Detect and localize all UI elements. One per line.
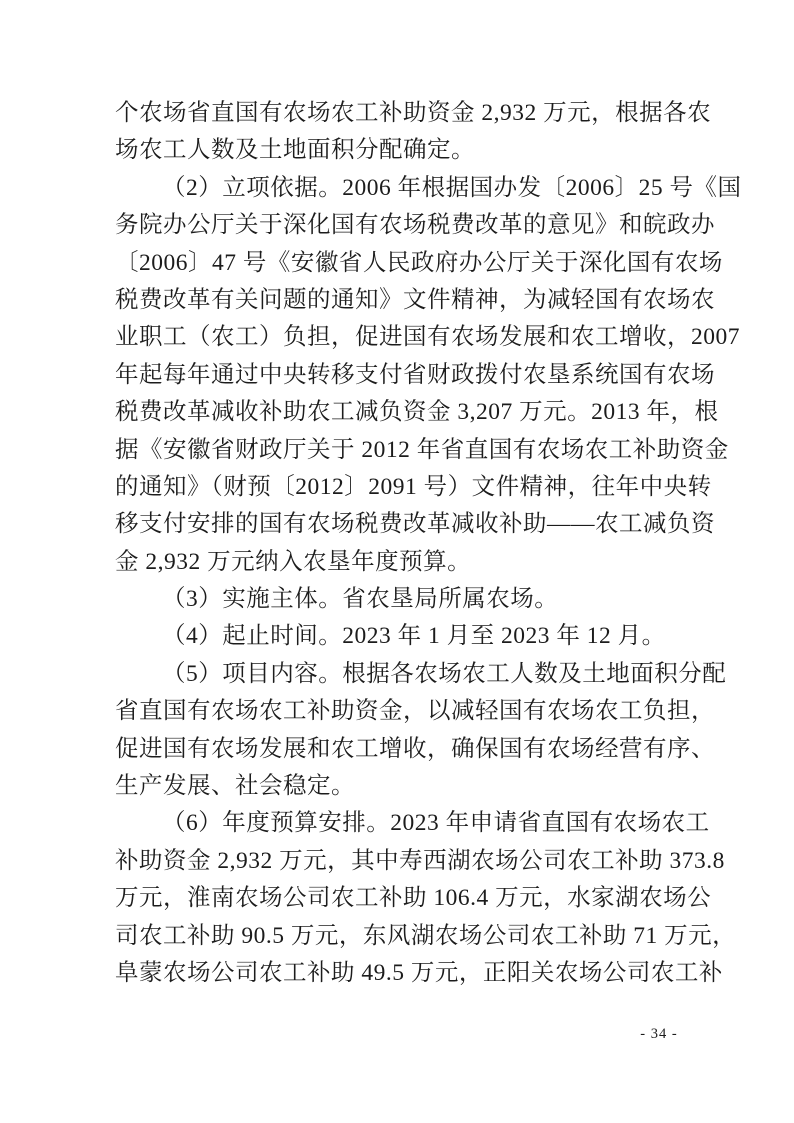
text-line: （4）起止时间。2023 年 1 月至 2023 年 12 月。 [162, 623, 666, 650]
text-line: 金 2,932 万元纳入农垦年度预算。 [115, 548, 472, 575]
text-line: （6）年度预算安排。2023 年申请省直国有农场农工 [162, 810, 710, 837]
text-line: 省直国有农场农工补助资金，以减轻国有农场农工负担， [115, 698, 715, 725]
text-line: 据《安徽省财政厅关于 2012 年省直国有农场农工补助资金 [115, 436, 729, 463]
text-line: 税费改革有关问题的通知》文件精神，为减轻国有农场农 [115, 286, 715, 313]
text-line: 年起每年通过中央转移支付省财政拨付农垦系统国有农场 [115, 361, 715, 388]
text-line: 〔2006〕47 号《安徽省人民政府办公厅关于深化国有农场 [115, 249, 723, 276]
text-line: 促进国有农场发展和农工增收，确保国有农场经营有序、 [115, 735, 715, 762]
text-line: 阜蒙农场公司农工补助 49.5 万元，正阳关农场公司农工补 [115, 959, 723, 986]
text-line: 税费改革减收补助农工减负资金 3,207 万元。2013 年，根 [115, 399, 719, 426]
text-line: （3）实施主体。省农垦局所属农场。 [162, 586, 559, 613]
text-line: 的通知》（财预〔2012〕2091 号）文件精神，往年中央转 [115, 473, 712, 500]
text-line: 补助资金 2,932 万元，其中寿西湖农场公司农工补助 373.8 [115, 847, 725, 874]
document-body [115, 95, 742, 992]
text-line: 业职工（农工）负担，促进国有农场发展和农工增收，2007 [115, 324, 740, 351]
text-line: 生产发展、社会稳定。 [115, 773, 355, 800]
text-line: （5）项目内容。根据各农场农工人数及土地面积分配 [162, 660, 727, 687]
text-line: 司农工补助 90.5 万元，东风湖农场公司农工补助 71 万元， [115, 922, 737, 949]
text-line: 移支付安排的国有农场税费改革减收补助——农工减负资 [115, 511, 715, 538]
text-line: 万元，淮南农场公司农工补助 106.4 万元，水家湖农场公 [115, 885, 712, 912]
text-line: 个农场省直国有农场农工补助资金 2,932 万元，根据各农 [115, 100, 712, 126]
text-line: 场农工人数及土地面积分配确定。 [115, 137, 475, 164]
page-number: - 34 - [640, 1026, 678, 1042]
text-line: （2）立项依据。2006 年根据国办发〔2006〕25 号《国 [162, 174, 742, 201]
text-line: 务院办公厅关于深化国有农场税费改革的意见》和皖政办 [115, 212, 715, 239]
